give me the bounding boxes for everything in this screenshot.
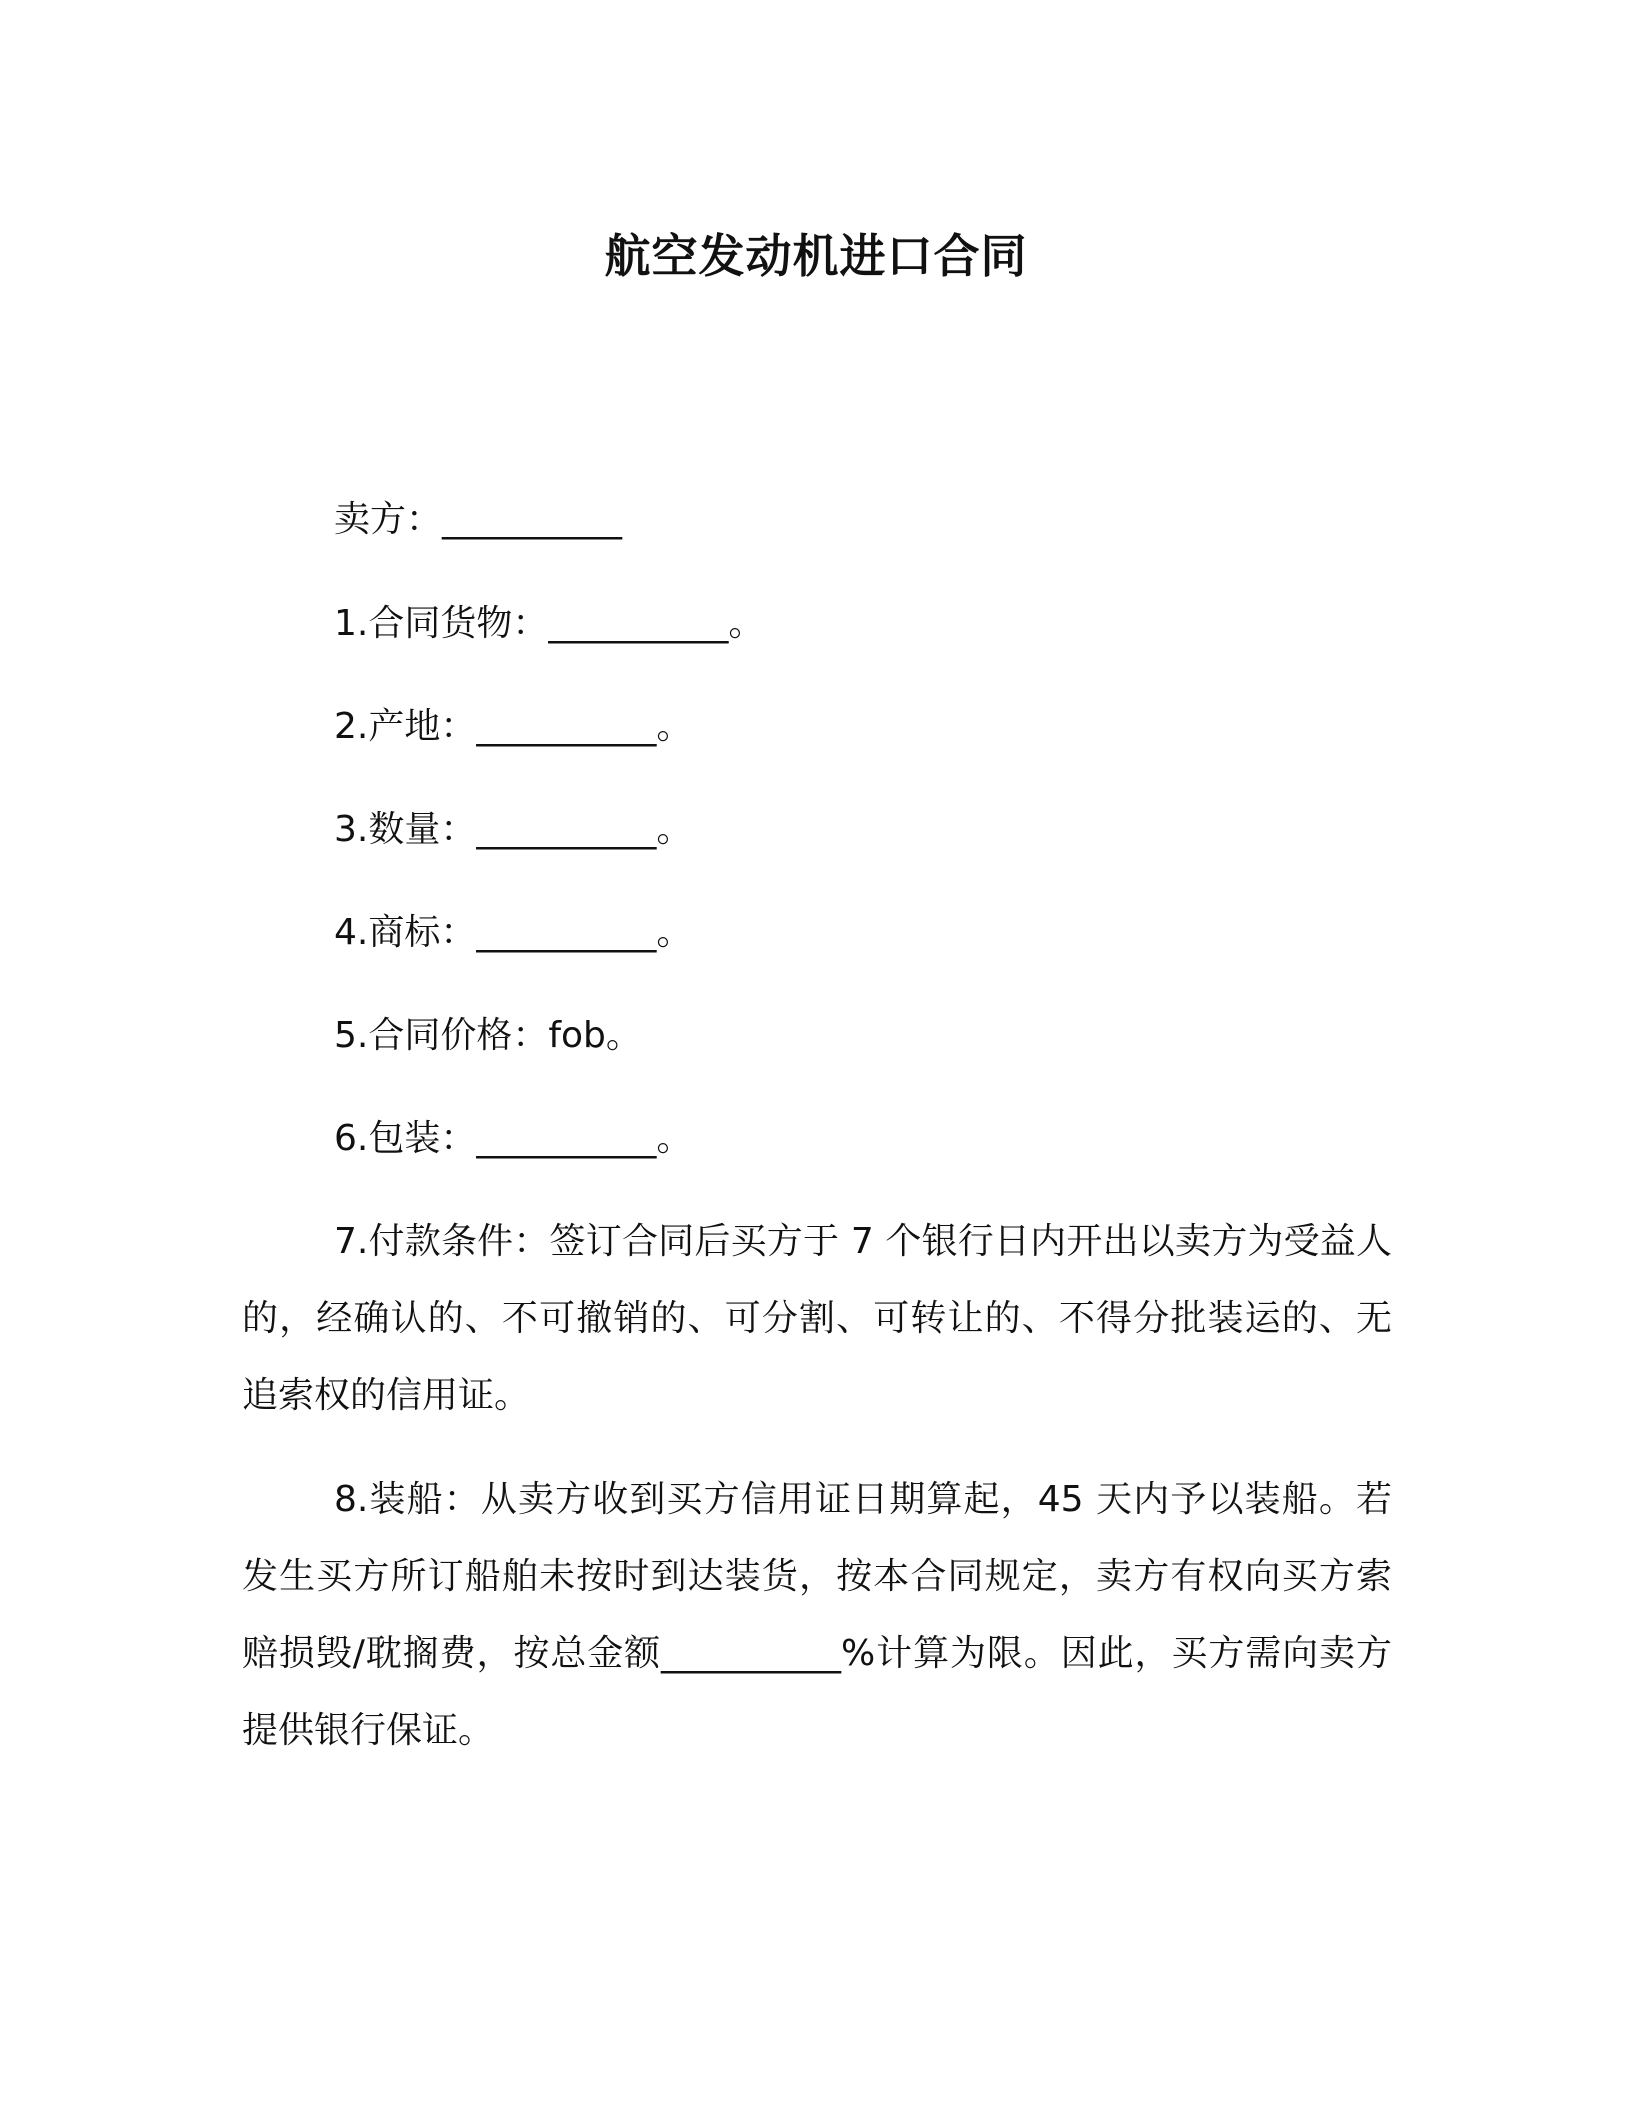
trademark-field: 4.商标：__________。: [334, 912, 693, 953]
seller-field: 卖方：__________: [334, 499, 623, 540]
packing-field: 6.包装：__________。: [334, 1118, 693, 1159]
price-field: 5.合同价格：fob。: [334, 1015, 642, 1056]
shipment-clause: 8.装船：从卖方收到买方信用证日期算起，45 天内予以装船。若发生买方所订船舶未按时到达装货，按本合同规定，卖方有权向买方索赔损毁/耽搁费，按总金额__________%计算为限。因此，买方需向卖方提供银行保证。: [242, 1479, 1392, 1751]
quantity-field: 3.数量：__________。: [334, 809, 693, 850]
origin-field: 2.产地：__________。: [334, 706, 693, 747]
payment-terms-clause: 7.付款条件：签订合同后买方于 7 个银行日内开出以卖方为受益人的，经确认的、不可撤销的、可分割、可转让的、不得分批装运的、无追索权的信用证。: [242, 1221, 1392, 1416]
document-title: 航空发动机进口合同: [604, 229, 1028, 283]
goods-field: 1.合同货物：__________。: [334, 603, 765, 644]
